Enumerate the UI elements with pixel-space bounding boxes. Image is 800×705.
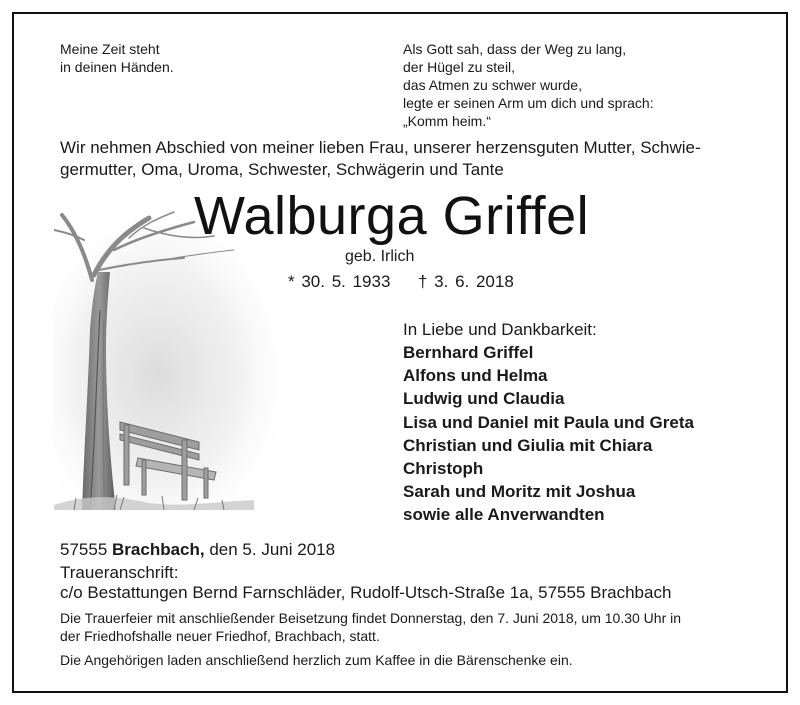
intro-line: germutter, Oma, Uroma, Schwester, Schwägerin und Tante bbox=[60, 160, 504, 179]
date: den 5. Juni 2018 bbox=[209, 540, 336, 559]
mourners-list bbox=[403, 341, 694, 527]
postcode: 57555 bbox=[60, 540, 108, 559]
poem-left bbox=[60, 40, 174, 76]
mourner-name: Ludwig und Claudia bbox=[403, 389, 565, 409]
poem-left-line: Meine Zeit steht bbox=[60, 41, 160, 57]
poem-right-line: der Hügel zu steil, bbox=[403, 59, 516, 75]
tree-bench-illustration bbox=[54, 210, 284, 510]
coffee-notice bbox=[60, 651, 573, 669]
intro-text bbox=[60, 137, 701, 181]
ceremony-notice bbox=[60, 609, 681, 645]
mourner-name: Sarah und Moritz mit Joshua bbox=[403, 482, 636, 502]
poem-right bbox=[403, 40, 654, 130]
intro-line: Wir nehmen Abschied von meiner lieben Frau, unserer herzensguten Mutter, Schwie- bbox=[60, 138, 701, 157]
mourner-name: Bernhard Griffel bbox=[403, 343, 534, 362]
died-date: † 3. 6. 2018 bbox=[418, 272, 514, 291]
address-line: c/o Bestattungen Bernd Farnschläder, Rudolf-Utsch-Straße 1a, 57555 Brachbach bbox=[60, 583, 672, 602]
mourner-name: Lisa und Daniel mit Paula und Greta bbox=[403, 412, 694, 432]
notice-line: Die Angehörigen laden anschließend herzlich zum Kaffee in die Bärenschenke ein. bbox=[60, 652, 573, 668]
city: Brachbach, bbox=[112, 540, 205, 559]
address-label: Traueranschrift: bbox=[60, 563, 179, 582]
notice-line: der Friedhofshalle neuer Friedhof, Brachbach, statt. bbox=[60, 628, 380, 644]
mourner-name: Christian und Giulia mit Chiara bbox=[403, 435, 653, 455]
poem-left-line: in deinen Händen. bbox=[60, 59, 174, 75]
deceased-name: Walburga Griffel bbox=[194, 186, 590, 246]
poem-right-line: das Atmen zu schwer wurde, bbox=[403, 77, 582, 93]
born-date: * 30. 5. 1933 bbox=[288, 272, 391, 291]
place-date bbox=[60, 540, 335, 560]
poem-right-line: legte er seinen Arm um dich und sprach: bbox=[403, 95, 654, 111]
poem-right-line: „Komm heim.“ bbox=[403, 113, 491, 129]
mourner-name: sowie alle Anverwandten bbox=[403, 505, 605, 525]
birth-name: geb. Irlich bbox=[345, 248, 415, 265]
mourner-name: Christoph bbox=[403, 459, 484, 479]
notice-line: Die Trauerfeier mit anschließender Beisetzung findet Donnerstag, den 7. Juni 2018, um 10.30 Uhr in bbox=[60, 610, 682, 626]
mourners-lead: In Liebe und Dankbarkeit: bbox=[403, 320, 597, 339]
mourner-name: Alfons und Helma bbox=[403, 366, 548, 386]
poem-right-line: Als Gott sah, dass der Weg zu lang, bbox=[403, 41, 627, 57]
